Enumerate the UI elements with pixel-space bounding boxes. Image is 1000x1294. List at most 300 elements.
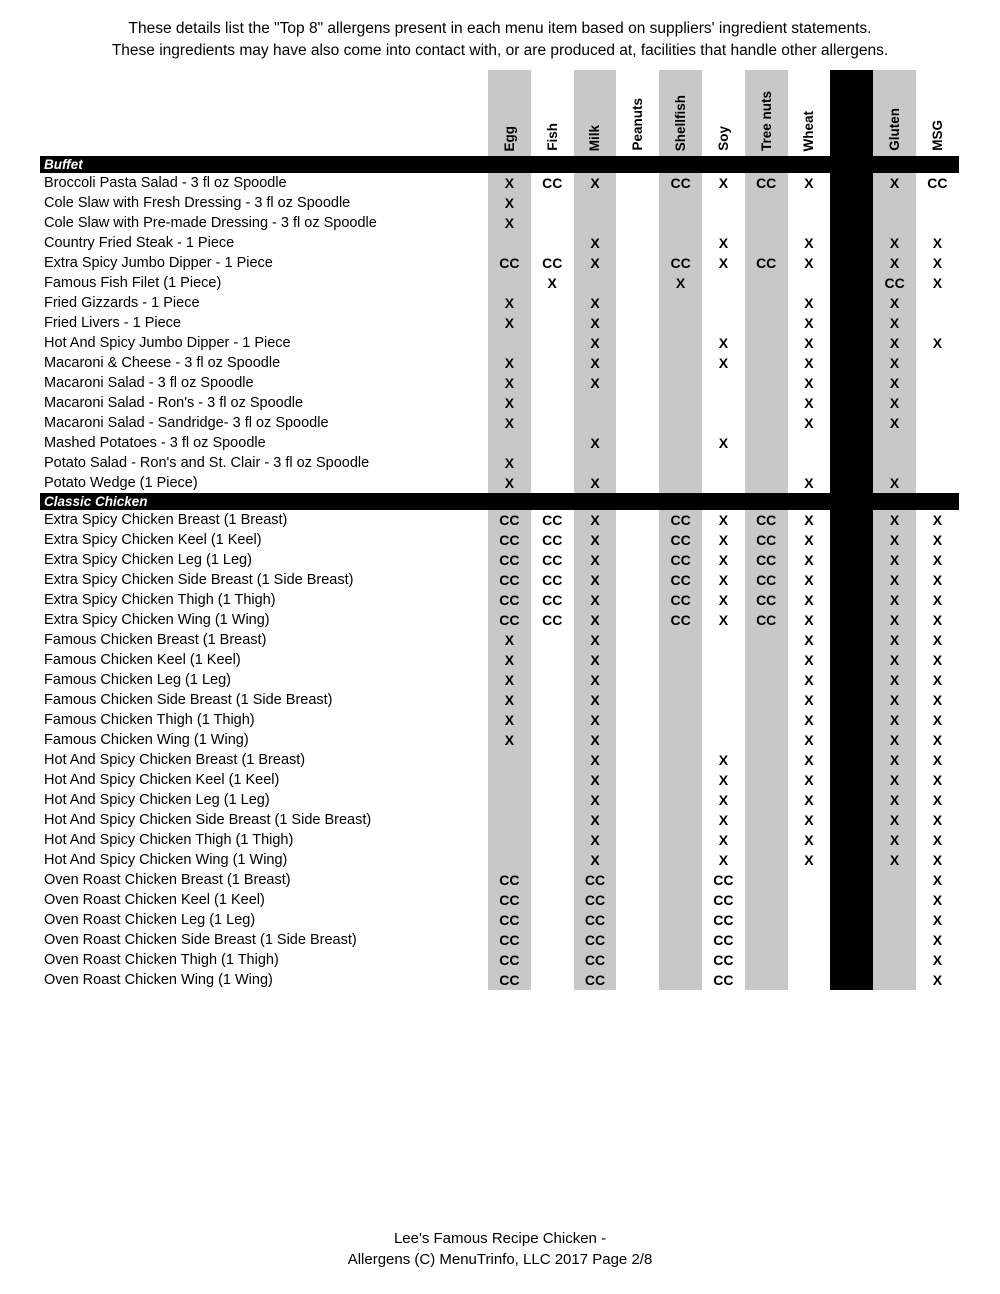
allergen-value-soy [702,690,745,710]
menu-item-name: Hot And Spicy Chicken Keel (1 Keel) [44,772,280,788]
allergen-value-wheat: X [804,255,814,271]
menu-item-name: Famous Chicken Wing (1 Wing) [44,732,249,748]
table-row [40,373,959,393]
allergen-value-gluten: X [873,253,916,273]
allergen-column-header-milk [574,70,617,156]
table-row [40,273,959,293]
allergen-value-peanuts [616,253,659,273]
allergen-column-header-tree-nuts [745,70,788,156]
allergen-column-label-peanuts: Peanuts [630,98,646,151]
allergen-value-milk: X [574,790,617,810]
allergen-value-egg: CC [488,550,531,570]
allergen-value-tree-nuts [745,730,788,750]
allergen-value-msg [916,193,959,213]
allergen-value-tree-nuts [745,650,788,670]
allergen-value-wheat: X [804,732,814,748]
menu-item-name: Fried Livers - 1 Piece [44,315,181,331]
separator-cell [830,473,873,493]
table-row [40,333,959,353]
allergen-value-peanuts [616,373,659,393]
table-row [40,550,959,570]
allergen-value-fish [531,750,574,770]
allergen-value-msg: X [932,792,943,808]
allergen-value-milk: X [574,473,617,493]
allergen-value-wheat: X [804,672,814,688]
menu-item-name: Famous Chicken Breast (1 Breast) [44,632,267,648]
allergen-value-tree-nuts [745,810,788,830]
allergen-value-soy: X [718,832,729,848]
allergen-value-tree-nuts [745,890,788,910]
allergen-value-gluten: X [873,730,916,750]
allergen-value-tree-nuts [745,213,788,233]
allergen-value-fish [531,473,574,493]
allergen-column-label-soy: Soy [715,126,731,151]
allergen-value-msg: X [932,532,943,548]
allergen-value-soy: X [718,435,729,451]
allergen-value-soy: CC [713,972,734,988]
allergen-value-soy: X [718,592,729,608]
allergen-value-peanuts [616,590,659,610]
allergen-value-soy [702,670,745,690]
allergen-value-gluten: X [873,313,916,333]
allergen-value-milk: X [574,810,617,830]
allergen-value-milk: X [574,610,617,630]
separator-cell [830,590,873,610]
allergen-value-egg: X [488,373,531,393]
table-row [40,233,959,253]
separator-column-header [830,70,873,156]
allergen-value-shellfish [659,730,702,750]
table-row [40,770,959,790]
allergen-value-soy: X [718,532,729,548]
allergen-value-egg: X [488,213,531,233]
allergen-value-tree-nuts [745,233,788,253]
allergen-value-shellfish [659,950,702,970]
table-row [40,730,959,750]
allergen-value-fish: CC [542,175,563,191]
allergen-value-gluten [873,930,916,950]
allergen-value-wheat [788,910,831,930]
allergen-value-soy [702,273,745,293]
allergen-value-fish [531,213,574,233]
allergen-value-peanuts [616,630,659,650]
allergen-value-peanuts [616,173,659,193]
allergen-value-fish [531,333,574,353]
allergen-value-gluten [873,453,916,473]
allergen-value-soy: X [718,572,729,588]
allergen-value-wheat: X [804,752,814,768]
menu-item-name: Oven Roast Chicken Leg (1 Leg) [44,912,256,928]
allergen-value-milk: CC [574,930,617,950]
separator-cell [830,193,873,213]
allergen-value-tree-nuts [745,433,788,453]
allergen-value-wheat: X [804,375,814,391]
allergen-value-tree-nuts [745,910,788,930]
separator-cell [830,650,873,670]
allergen-value-milk: X [574,373,617,393]
allergen-value-milk: X [574,333,617,353]
section-title: Classic Chicken [44,494,148,509]
table-row [40,750,959,770]
allergen-value-wheat: X [804,355,814,371]
table-row [40,453,959,473]
allergen-column-header-soy [702,70,745,156]
separator-cell [830,550,873,570]
table-row [40,910,959,930]
allergen-value-peanuts [616,830,659,850]
allergen-value-egg: CC [488,570,531,590]
separator-cell [830,970,873,990]
allergen-value-egg: X [488,690,531,710]
allergen-value-tree-nuts [745,393,788,413]
allergen-value-wheat: X [804,592,814,608]
allergen-value-peanuts [616,413,659,433]
allergen-value-gluten: CC [873,273,916,293]
allergen-value-msg: X [932,512,943,528]
allergen-value-egg: X [488,353,531,373]
allergen-value-shellfish [659,830,702,850]
allergen-value-soy: X [718,335,729,351]
allergen-value-msg: X [932,632,943,648]
allergen-value-peanuts [616,473,659,493]
allergen-value-shellfish [659,650,702,670]
allergen-value-egg: X [488,413,531,433]
allergen-value-shellfish: CC [659,530,702,550]
item-column-header [40,70,488,156]
allergen-value-egg: X [488,453,531,473]
allergen-value-milk: X [574,750,617,770]
allergen-value-fish [531,453,574,473]
allergen-value-gluten: X [873,353,916,373]
table-row [40,970,959,990]
allergen-value-gluten [873,890,916,910]
allergen-value-soy: X [718,812,729,828]
menu-item-name: Hot And Spicy Chicken Side Breast (1 Side Breast) [44,812,372,828]
allergen-column-header-wheat [788,70,831,156]
allergen-value-msg [916,453,959,473]
separator-cell [830,670,873,690]
menu-item-name: Famous Chicken Keel (1 Keel) [44,652,241,668]
separator-cell [830,453,873,473]
allergen-value-msg: X [932,952,943,968]
allergen-value-peanuts [616,710,659,730]
table-row [40,213,959,233]
allergen-value-wheat: X [804,572,814,588]
allergen-value-soy: X [718,512,729,528]
allergen-table [40,70,959,990]
allergen-value-peanuts [616,890,659,910]
allergen-value-msg: CC [927,175,948,191]
separator-cell [830,233,873,253]
allergen-value-egg: CC [488,930,531,950]
allergen-value-wheat: X [804,552,814,568]
menu-item-name: Hot And Spicy Jumbo Dipper - 1 Piece [44,335,291,351]
allergen-value-peanuts [616,453,659,473]
menu-item-name: Mashed Potatoes - 3 fl oz Spoodle [44,435,266,451]
allergen-value-tree-nuts [745,453,788,473]
allergen-value-soy [702,473,745,493]
allergen-value-peanuts [616,810,659,830]
separator-cell [830,293,873,313]
allergen-column-header-msg [916,70,959,156]
allergen-value-peanuts [616,790,659,810]
menu-item-name: Macaroni Salad - Ron's - 3 fl oz Spoodle [44,395,304,411]
table-row [40,253,959,273]
separator-cell [830,510,873,530]
allergen-column-label-wheat: Wheat [801,110,817,151]
allergen-value-peanuts [616,730,659,750]
separator-cell [830,570,873,590]
allergen-value-gluten: X [873,413,916,433]
allergen-value-msg [916,413,959,433]
menu-item-name: Macaroni Salad - Sandridge- 3 fl oz Spoodle [44,415,329,431]
table-row [40,193,959,213]
allergen-value-peanuts [616,930,659,950]
allergen-value-egg: CC [488,970,531,990]
allergen-value-tree-nuts: CC [745,530,788,550]
allergen-value-tree-nuts [745,710,788,730]
separator-cell [830,173,873,193]
allergen-value-egg: CC [488,530,531,550]
menu-item-name: Macaroni Salad - 3 fl oz Spoodle [44,375,254,391]
table-row [40,690,959,710]
allergen-value-shellfish [659,233,702,253]
allergen-value-fish [531,950,574,970]
allergen-value-gluten: X [873,233,916,253]
allergen-value-wheat [788,193,831,213]
allergen-value-msg: X [932,912,943,928]
allergen-value-fish: X [547,275,557,291]
allergen-value-egg: X [488,630,531,650]
allergen-value-fish [531,870,574,890]
allergen-column-header-gluten [873,70,916,156]
table-row [40,530,959,550]
allergen-value-milk: X [574,570,617,590]
allergen-value-soy [702,630,745,650]
allergen-value-msg: X [932,812,943,828]
menu-item-name: Hot And Spicy Chicken Breast (1 Breast) [44,752,306,768]
allergen-value-gluten [873,213,916,233]
allergen-value-fish [531,313,574,333]
menu-item-name: Oven Roast Chicken Wing (1 Wing) [44,972,273,988]
menu-item-name: Extra Spicy Chicken Wing (1 Wing) [44,612,270,628]
allergen-value-tree-nuts [745,930,788,950]
allergen-value-gluten: X [873,590,916,610]
allergen-value-shellfish [659,670,702,690]
allergen-value-tree-nuts [745,313,788,333]
allergen-value-milk: X [574,353,617,373]
allergen-value-fish [531,790,574,810]
allergen-value-wheat: X [804,632,814,648]
allergen-value-milk: X [574,590,617,610]
allergen-value-tree-nuts [745,770,788,790]
allergen-value-msg: X [932,972,943,988]
allergen-value-milk: X [574,710,617,730]
menu-item-name: Famous Chicken Leg (1 Leg) [44,672,231,688]
separator-cell [830,830,873,850]
allergen-value-shellfish [659,750,702,770]
allergen-value-egg [488,850,531,870]
allergen-value-egg: X [488,670,531,690]
table-row [40,433,959,453]
allergen-value-milk: CC [574,950,617,970]
allergen-value-tree-nuts [745,413,788,433]
allergen-value-fish [531,890,574,910]
allergen-value-peanuts [616,690,659,710]
separator-cell [830,413,873,433]
allergen-value-tree-nuts [745,293,788,313]
allergen-value-milk: X [574,293,617,313]
allergen-value-peanuts [616,570,659,590]
allergen-value-peanuts [616,510,659,530]
section-header-bar [40,493,959,510]
allergen-value-shellfish [659,313,702,333]
allergen-value-msg: X [932,235,943,251]
allergen-value-milk [574,213,617,233]
allergen-value-soy [702,313,745,333]
allergen-value-wheat: X [804,315,814,331]
allergen-value-wheat [788,273,831,293]
allergen-value-egg: X [488,730,531,750]
allergen-value-peanuts [616,750,659,770]
table-row [40,830,959,850]
allergen-value-gluten [873,193,916,213]
menu-item-name: Potato Wedge (1 Piece) [44,475,198,491]
allergen-value-shellfish [659,353,702,373]
allergen-value-fish [531,393,574,413]
allergen-value-shellfish [659,473,702,493]
allergen-value-soy [702,453,745,473]
allergen-value-milk: X [574,510,617,530]
menu-item-name: Extra Spicy Jumbo Dipper - 1 Piece [44,255,273,271]
allergen-value-wheat: X [804,832,814,848]
menu-item-name: Hot And Spicy Chicken Wing (1 Wing) [44,852,288,868]
allergen-value-peanuts [616,233,659,253]
allergen-value-peanuts [616,970,659,990]
allergen-value-soy: X [718,255,729,271]
allergen-value-wheat: X [804,852,814,868]
allergen-value-tree-nuts [745,473,788,493]
allergen-value-gluten: X [873,650,916,670]
allergen-value-msg [916,353,959,373]
allergen-value-gluten: X [873,610,916,630]
table-row [40,590,959,610]
allergen-value-soy: X [718,752,729,768]
allergen-column-label-egg: Egg [501,125,517,151]
allergen-value-fish [531,910,574,930]
allergen-value-peanuts [616,313,659,333]
allergen-value-milk: CC [574,890,617,910]
separator-cell [830,910,873,930]
allergen-value-tree-nuts: CC [745,590,788,610]
separator-cell [830,890,873,910]
allergen-value-soy [702,650,745,670]
allergen-value-soy [702,710,745,730]
allergen-value-egg: X [488,293,531,313]
allergen-value-egg: X [488,650,531,670]
allergen-value-shellfish: CC [659,173,702,193]
allergen-value-gluten [873,970,916,990]
allergen-value-peanuts [616,393,659,413]
allergen-value-tree-nuts [745,630,788,650]
allergen-value-wheat: X [804,395,814,411]
allergen-value-fish [531,630,574,650]
allergen-value-msg: X [932,752,943,768]
allergen-value-gluten: X [873,570,916,590]
allergen-value-msg [916,433,959,453]
allergen-value-shellfish [659,213,702,233]
allergen-value-tree-nuts [745,870,788,890]
allergen-value-peanuts [616,910,659,930]
allergen-value-fish: CC [542,532,563,548]
allergen-value-milk [574,273,617,293]
menu-item-name: Hot And Spicy Chicken Leg (1 Leg) [44,792,270,808]
menu-item-name: Fried Gizzards - 1 Piece [44,295,200,311]
table-row [40,890,959,910]
allergen-value-gluten: X [873,770,916,790]
table-row [40,790,959,810]
allergen-value-egg: X [488,313,531,333]
allergen-value-wheat: X [804,295,814,311]
allergen-column-header-shellfish [659,70,702,156]
separator-cell [830,273,873,293]
allergen-value-milk [574,193,617,213]
allergen-value-peanuts [616,650,659,670]
allergen-value-wheat [788,930,831,950]
allergen-value-shellfish [659,710,702,730]
allergen-value-soy [702,393,745,413]
allergen-value-wheat: X [804,652,814,668]
allergen-value-shellfish [659,453,702,473]
separator-cell [830,353,873,373]
allergen-value-shellfish [659,433,702,453]
menu-item-name: Extra Spicy Chicken Side Breast (1 Side Breast) [44,572,354,588]
separator-cell [830,433,873,453]
table-row [40,413,959,433]
menu-item-name: Famous Fish Filet (1 Piece) [44,275,222,291]
allergen-value-egg: X [488,473,531,493]
allergen-value-peanuts [616,333,659,353]
allergen-value-tree-nuts: CC [745,173,788,193]
allergen-value-msg: X [932,275,943,291]
allergen-value-tree-nuts [745,970,788,990]
allergen-value-fish: CC [542,612,563,628]
allergen-value-shellfish: CC [659,610,702,630]
allergen-value-egg: X [488,193,531,213]
table-row [40,610,959,630]
separator-cell [830,393,873,413]
allergen-value-fish [531,670,574,690]
allergen-value-soy: X [718,235,729,251]
allergen-value-shellfish: CC [659,510,702,530]
allergen-value-shellfish [659,770,702,790]
allergen-value-milk: X [574,670,617,690]
allergen-value-gluten: X [873,530,916,550]
allergen-value-shellfish [659,293,702,313]
allergen-value-egg [488,830,531,850]
allergen-column-header-fish [531,70,574,156]
table-row [40,930,959,950]
separator-cell [830,790,873,810]
table-row [40,510,959,530]
allergen-value-soy [702,293,745,313]
allergen-value-wheat: X [804,692,814,708]
allergen-value-peanuts [616,670,659,690]
allergen-value-milk: X [574,650,617,670]
allergen-value-soy: X [718,852,729,868]
allergen-value-peanuts [616,433,659,453]
allergen-value-tree-nuts [745,373,788,393]
